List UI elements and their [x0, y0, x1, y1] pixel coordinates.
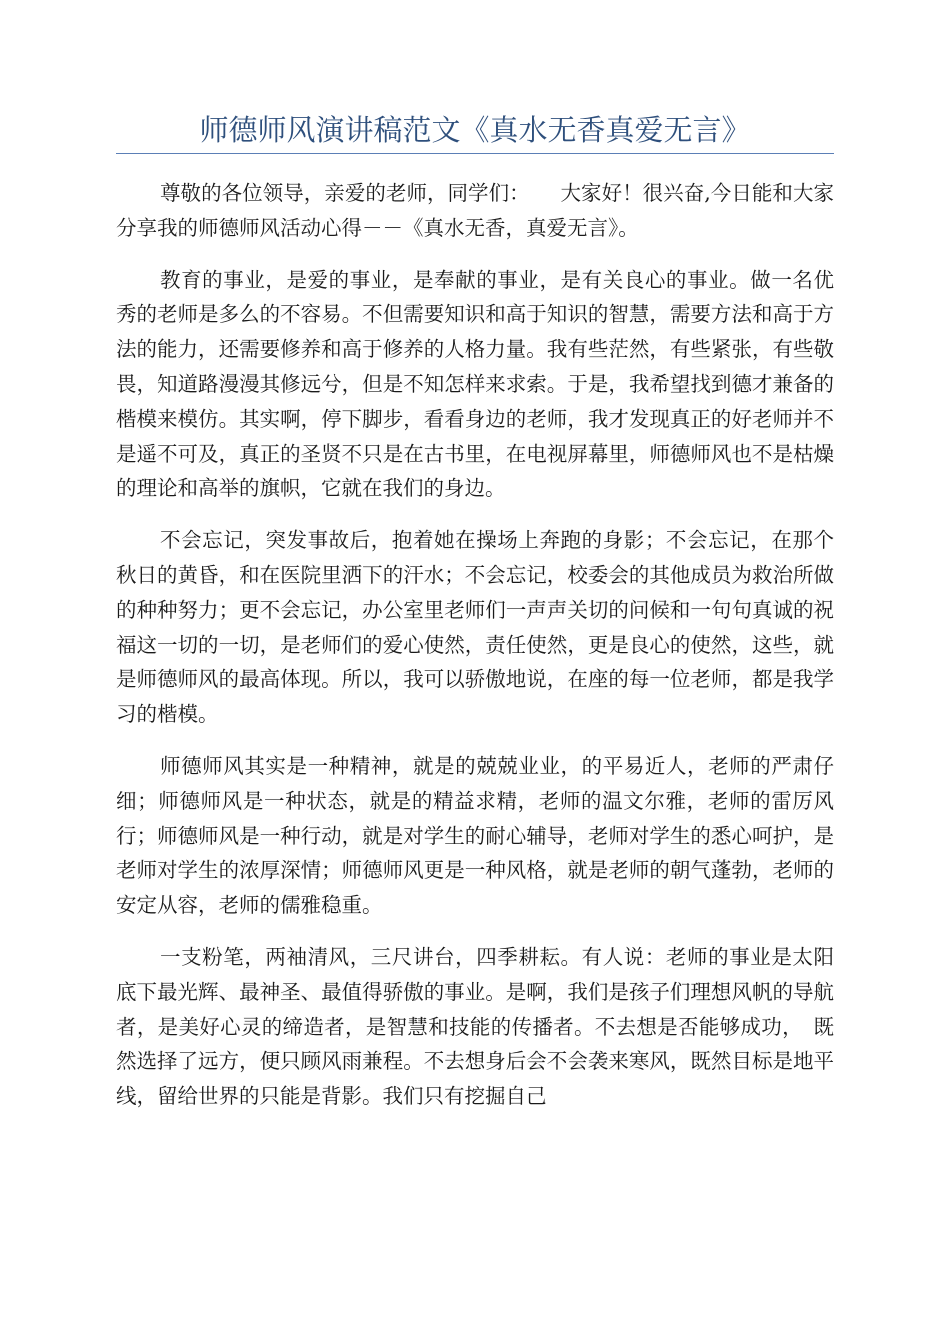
paragraph-chalk: 一支粉笔，两袖清风，三尺讲台，四季耕耘。有人说：老师的事业是太阳底下最光辉、最神圣、最值得骄傲的事业。是啊，我们是孩子们理想风帆的导航者，是美好心灵的缔造者，是智慧和技能的传播者。不去想是否能够成功， 既然选择了远方，便只顾风雨兼程。不去想身后会不会袭来寒风，既然目标是地平线，留给世界的只能是背影。我们只有挖掘自己: [116, 944, 834, 1109]
paragraph-memories: 不会忘记，突发事故后，抱着她在操场上奔跑的身影；不会忘记，在那个秋日的黄昏，和在医院里洒下的汗水；不会忘记，校委会的其他成员为救治所做的种种努力；更不会忘记，办公室里老师们一声声关切的问候和一句句真诚的祝福这一切的一切，是老师们的爱心使然，责任使然，更是良心的使然，这些，就是师德师风的最高体现。所以，我可以骄傲地说，在座的每一位老师，都是我学习的楷模。: [116, 528, 834, 727]
title-underline: [116, 153, 834, 154]
paragraph-spirit: 师德师风其实是一种精神，就是的兢兢业业，的平易近人，老师的严肃仔细；师德师风是一种状态，就是的精益求精，老师的温文尔雅，老师的雷厉风行；师德师风是一种行动，就是对学生的耐心辅导，老师对学生的悉心呵护，是老师对学生的浓厚深情；师德师风更是一种风格，就是老师的朝气蓬勃，老师的安定从容，老师的儒雅稳重。: [116, 753, 834, 918]
document-title: 师德师风演讲稿范文《真水无香真爱无言》: [199, 113, 751, 147]
paragraph-education: 教育的事业，是爱的事业，是奉献的事业，是有关良心的事业。做一名优秀的老师是多么的不容易。不但需要知识和高于知识的智慧，需要方法和高于方法的能力，还需要修养和高于修养的人格力量。我有些茫然，有些紧张，有些敬畏，知道路漫漫其修远兮，但是不知怎样来求索。于是，我希望找到德才兼备的楷模来模仿。其实啊，停下脚步，看看身边的老师，我才发现真正的好老师并不是遥不可及，真正的圣贤不只是在古书里，在电视屏幕里，师德师风也不是枯燥的理论和高举的旗帜，它就在我们的身边。: [116, 267, 834, 501]
paragraph-greeting: 尊敬的各位领导，亲爱的老师，同学们： 大家好！很兴奋,今日能和大家分享我的师德师风活动心得－－《真水无香，真爱无言》。: [116, 181, 834, 240]
document-body: [116, 176, 834, 1131]
